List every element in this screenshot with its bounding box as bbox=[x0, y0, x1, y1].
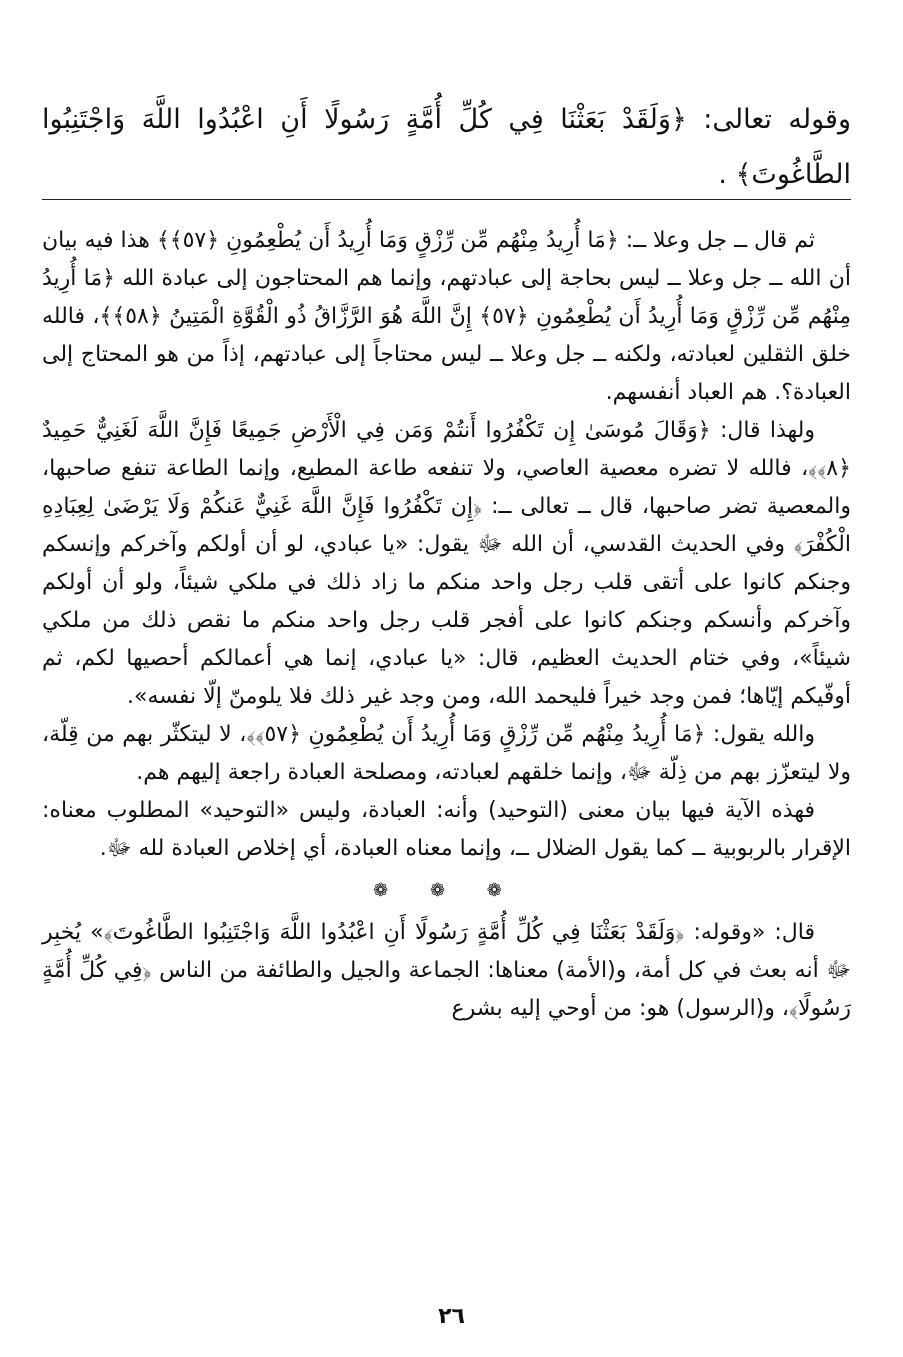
paragraph: ولهذا قال: ﴿وَقَالَ مُوسَىٰ إِن تَكْفُرُوا أَنتُمْ وَمَن فِي الْأَرْضِ جَمِيعًا فَإِنَّ اللَّهَ لَغَنِيٌّ حَمِيدٌ ﴿٨﴾﴾، فالله لا تضره معصية العاصي، ولا تنفعه طاعة المطيع، وإنما الطاعة تنفع صاحبها، والمعصية تضر صاحبها، قال ــ تعالى ــ: ﴿إِن تَكْفُرُوا فَإِنَّ اللَّهَ غَنِيٌّ عَنكُمْ وَلَا يَرْضَىٰ لِعِبَادِهِ الْكُفْرَ﴾ وفي الحديث القدسي، أن الله ﷻ يقول: «يا عبادي، لو أن أولكم وآخركم وإنسكم وجنكم كانوا على أتقى قلب رجل واحد منكم ما زاد ذلك في ملكي شيئاً، ولو أن أولكم وآخركم وأنسكم وجنكم كانوا على أفجر قلب رجل واحد منكم ما نقص ذلك من ملكي شيئاً»، وفي ختام الحديث العظيم، قال: «يا عبادي، إنما هي أعمالكم أحصيها لكم، ثم أوفّيكم إيّاها؛ فمن وجد خيراً فليحمد الله، ومن وجد غير ذلك فلا يلومنّ إلّا نفسه». bbox=[42, 418, 851, 709]
paragraph: والله يقول: ﴿مَا أُرِيدُ مِنْهُم مِّن رِّزْقٍ وَمَا أُرِيدُ أَن يُطْعِمُونِ ﴿٥٧﴾﴾، لا ليتكثّر بهم من قِلّة، ولا ليتعزّز بهم من ذِلّة ﷻ، وإنما خلقهم لعبادته، ومصلحة العبادة راجعة إليهم هم. bbox=[42, 722, 851, 785]
footnote-divider bbox=[42, 199, 851, 200]
paragraph: فهذه الآية فيها بيان معنى (التوحيد) وأنه: العبادة، وليس «التوحيد» المطلوب معناه: الإقرار بالربوبية ــ كما يقول الضلال ــ، وإنما معناه العبادة، أي إخلاص العبادة لله ﷻ. bbox=[42, 798, 851, 861]
header-verse-line bbox=[42, 92, 851, 202]
header-intro: وقوله تعالى: bbox=[703, 104, 851, 135]
page-number: ٢٦ bbox=[438, 1304, 465, 1329]
header-end: . bbox=[718, 159, 727, 190]
paragraph: قال: «وقوله: ﴿وَلَقَدْ بَعَثْنَا فِي كُلِّ أُمَّةٍ رَسُولًا أَنِ اعْبُدُوا اللَّهَ وَاجْتَنِبُوا الطَّاغُوتَ﴾» يُخبِر ﷻ أنه بعث في كل أمة، و(الأمة) معناها: الجماعة والجيل والطائفة من الناس ﴿فِي كُلِّ أُمَّةٍ رَسُولًا﴾، و(الرسول) هو: من أوحي إليه بشرع bbox=[42, 920, 851, 1021]
section-separator: ❁ ❁ ❁ bbox=[373, 880, 520, 901]
header-quran-verse: ﴿وَلَقَدْ بَعَثْنَا فِي كُلِّ أُمَّةٍ رَسُولًا أَنِ اعْبُدُوا اللَّهَ وَاجْتَنِبُوا الطَّاغُوتَ﴾ bbox=[42, 104, 851, 190]
paragraph: ثم قال ــ جل وعلا ــ: ﴿مَا أُرِيدُ مِنْهُم مِّن رِّزْقٍ وَمَا أُرِيدُ أَن يُطْعِمُونِ ﴿٥٧﴾﴾ هذا فيه بيان أن الله ــ جل وعلا ــ ليس بحاجة إلى عبادتهم، وإنما هم المحتاجون إلى عبادة الله ﴿مَا أُرِيدُ مِنْهُم مِّن رِّزْقٍ وَمَا أُرِيدُ أَن يُطْعِمُونِ ﴿٥٧﴾ إِنَّ اللَّهَ هُوَ الرَّزَّاقُ ذُو الْقُوَّةِ الْمَتِينُ ﴿٥٨﴾﴾، فالله خلق الثقلين لعبادته، ولكنه ــ جل وعلا ــ ليس محتاجاً إلى عبادتهم، إذاً من هو المحتاج إلى العبادة؟. هم العباد أنفسهم. bbox=[42, 228, 851, 405]
main-text bbox=[42, 222, 851, 1028]
